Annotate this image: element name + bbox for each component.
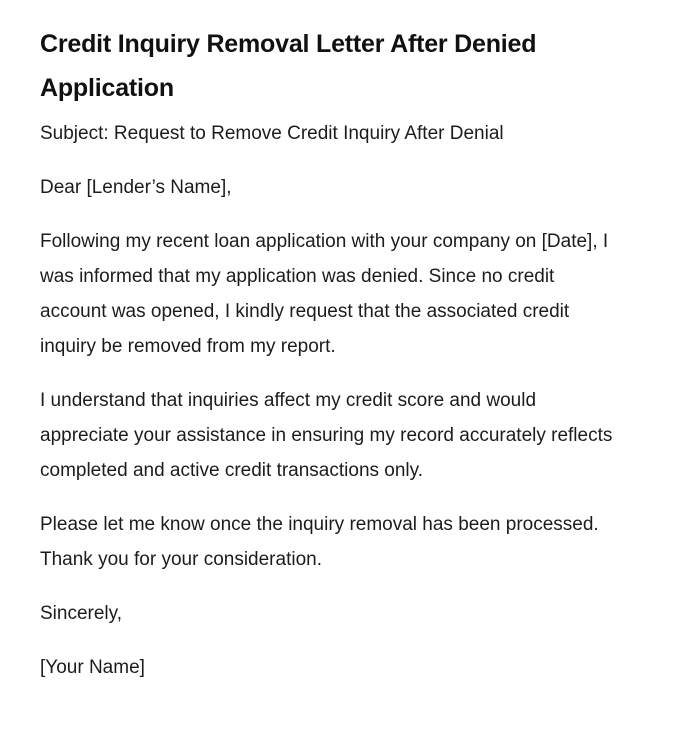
- letter-paragraph-1: Following my recent loan application with your company on [Date], I was informed that my application was denied. Since no credit account was opened, I kindly request that the associated credit inquiry be removed from my report.: [40, 231, 609, 357]
- letter-signature: [Your Name]: [40, 657, 145, 678]
- document-title: Credit Inquiry Removal Letter After Denied Application: [40, 30, 537, 102]
- letter-paragraph-3: Please let me know once the inquiry removal has been processed. Thank you for your consideration.: [40, 514, 599, 570]
- letter-paragraph-2: I understand that inquiries affect my credit score and would appreciate your assistance in ensuring my record accurately reflects completed and active credit transactions only.: [40, 390, 613, 481]
- letter-closing: Sincerely,: [40, 603, 123, 624]
- letter-subject: Subject: Request to Remove Credit Inquiry After Denial: [40, 123, 504, 144]
- letter-salutation: Dear [Lender’s Name],: [40, 177, 232, 198]
